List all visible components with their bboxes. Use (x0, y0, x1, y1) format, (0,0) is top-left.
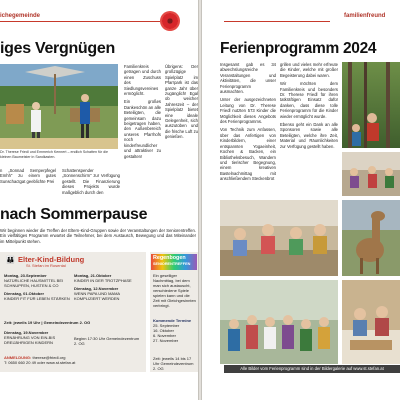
playground-photo (0, 64, 118, 149)
article-col-left (0, 168, 56, 187)
article-heading: Ferienprogramm 2024 (220, 40, 377, 57)
paragraph: Insgesamt gab es 34 abwechslungsreiche Veranstaltungen und Aktivitäten, die unser Ferienprogramm ausmachten. (220, 62, 276, 95)
senioren-subtitle: SENIORENTREFFEN (153, 262, 191, 266)
article-heading: iges Vergnügen (0, 40, 115, 57)
paragraph: Unter der ausgezeichneten Leitung von Dr. Therese Friedl nutzten 573 Kinder die Möglichkeit dieses Angebots des Ferienprogramms. (220, 97, 276, 125)
date-item: 16. Oktober (153, 328, 174, 333)
contact-email[interactable]: therese@friedl.org (32, 355, 66, 360)
ekibi-entry (74, 273, 142, 283)
senioren-footer: Zeit: jeweils 14 bis 17 Uhr Gemeindezentrum 2. OG (153, 356, 194, 371)
gallery-caption-bar[interactable]: Alle Bilder vom Ferienprogramm sind in der Bildergalerie auf www.st.stefan.at (224, 365, 400, 373)
bike-photo (342, 152, 400, 196)
flower-logo-icon (160, 11, 180, 31)
ekibi-title: Elter-Kind-Bildung (18, 255, 85, 264)
date-item: 6. November (153, 333, 176, 338)
entry-text: ERNÄHRUNG VON EIN-BIS DREIJÄHRIGEN KINDERN (4, 335, 56, 345)
paragraph: Wir möchten dem Familienkreis und besonders Dr. Therese Friedl für ihren tatkräftigen Einsatz dafür danken, dass diese tolle Ferienprogramm für die Kinder wieder ermöglicht wurde. (280, 81, 338, 119)
ekibi-time: Zeit: jeweils 19 Uhr | Gemeindezentrum 2. OG (4, 320, 91, 325)
senioren-text: Ein geselliger Nachmittag, bei dem man sich austauscht, verschiedene Spiele spielen kann und die Zeit mit Gleichgesinnten verbringt. (153, 273, 196, 308)
entry-text: WENN PAPA UND MAMA KOMPLIZIERT WERDEN (74, 291, 120, 301)
date-item: 27. November (153, 338, 179, 343)
entry-date: Dienstag, 01.Oktober (4, 291, 45, 296)
dates-label: Kommende Termine (153, 318, 192, 323)
paragraph: Von Technik zum Anfassen, über das Anfertigen von Kinderbildern, einer entspannten Yogaeinheit, Kochen & Backen, ein Bibliotheksbesuch, Wandern und tierischer Begegnung, einem kreativen Bastelnachmittag mit anschließendem Steckenbrot (220, 127, 276, 182)
ekibi-contact (4, 355, 144, 365)
forest-photo (342, 62, 400, 148)
date-item: 25. September (153, 323, 180, 328)
craft-photo (342, 280, 400, 364)
entry-text: KINDER IN DER TROTZPHASE (74, 278, 132, 283)
llama-photo (342, 200, 400, 276)
article-col-mid (62, 168, 120, 198)
paragraph: Ein großes Dankeschön an alle Beteiligten, die gemeinsam dazu beigetragen haben, den Außenbereich unseres Pfarrhofs noch kinderfreundlicher und attraktiver zu gestalten! (124, 99, 161, 159)
group-image-2 (220, 280, 338, 364)
llama-image (342, 200, 400, 276)
children-image (342, 152, 400, 196)
running-head-right: familienfreund (344, 13, 386, 19)
photo-caption: Dr. Therese Friedl und Emmerich Kennert – endlich Schatten für die kleinen Baumeister in Sandkasten. (0, 150, 108, 159)
ekibi-entries-right (74, 273, 142, 304)
running-head-left: ichegemeinde (0, 13, 41, 19)
paragraph: Übrigens: Der großzügige Spielplatz im Pfarrpark ist das ganze Jahr über zugänglich! Egal ob weicher Jahreszeit – der Spielplatz bietet eine ideale Gelegenheit, sich auszutoben und die frische Luft zu genießen. (165, 64, 198, 140)
forest-image (342, 62, 400, 148)
header-rule (224, 21, 330, 22)
entry-date: Montag, 21.Oktober (74, 273, 112, 278)
ekibi-entry (74, 286, 142, 301)
ekibi-subtitle: St. Stefan im Rosental (26, 263, 66, 268)
article-col-1 (220, 62, 276, 185)
senioren-box (150, 252, 198, 372)
article-col-1 (124, 64, 161, 162)
entry-date: Dienstag, 19.November (4, 330, 49, 335)
right-page (202, 0, 400, 400)
article-col-2 (165, 64, 198, 143)
contact-label: ANMELDUNG: (4, 355, 32, 360)
article-heading-2: nach Sommerpause (0, 206, 148, 223)
craft-image (342, 280, 400, 364)
senioren-dates (153, 318, 196, 343)
paragraph: n „Sonnad Semperpfegel Emhh“ zu einem gutes Sunschactgat geeblichte Prei (0, 168, 56, 184)
contact-phone: T: 0650 660 20 49 oder www.st.stefan.at (4, 360, 76, 365)
article-intro: Wir beginnen wieder die Treffen der Eltern-Kind-Gruppen sowie der Veranstaltungen der Seniorentreffen. Ein vielfältiges Programm erwartet die Teilnehmer, bei dem Austausch, Bewegung und das Miteinander im Mittelpunkt stehen. (0, 228, 196, 244)
left-page (0, 0, 198, 400)
paragraph: Schattenspender „Sonnenschirm“ zur Verfügung gestellt. Die Finanzierung dieses Projekts wurde maßgeblich durch den (62, 168, 120, 195)
paragraph: Ebenso geht ein Dank an alle Sponsoren sowie alle Beteiligten, welche ihre Zeit, Material und Räumlichkeiten zur Verfügung gestellt haben. (280, 122, 338, 149)
senioren-title: Regenbogen (153, 255, 186, 261)
article-col-2 (280, 62, 338, 152)
entry-text: KINDER FIT FÜR LEBEN STÄRKEN (4, 296, 70, 301)
entry-date: Montag, 23.September (4, 273, 47, 278)
ekibi-box (0, 252, 146, 372)
group-image (220, 200, 338, 276)
ekibi-header (4, 255, 144, 269)
group-photo-1 (220, 200, 338, 276)
entry-date: Dienstag, 12.November (74, 286, 119, 291)
entry-text: NATÜRLICHE HAUSMITTEL BEI SCHNUPFEN, HUSTEN & CO (4, 278, 64, 288)
ekibi-entry (4, 291, 70, 301)
ekibi-entry-time: Beginn 17:30 Uhr Gemeindezentrum 2. OG (74, 336, 140, 346)
group-photo-2 (220, 280, 338, 364)
ekibi-entry (4, 273, 70, 288)
playground-image (0, 64, 118, 149)
header-rule (0, 21, 160, 22)
family-icon: 👪 (6, 257, 15, 264)
ekibi-entries-left (4, 273, 70, 304)
paragraph: grillen und vieles mehr erfreute die Kinder, welche mit großer Begeisterung dabei waren. (280, 62, 338, 78)
paragraph: Familienkreis getragen und durch einen Zuschuss des Siedlungsvereines ermöglicht. (124, 64, 161, 97)
ekibi-entry-3 (4, 330, 70, 345)
